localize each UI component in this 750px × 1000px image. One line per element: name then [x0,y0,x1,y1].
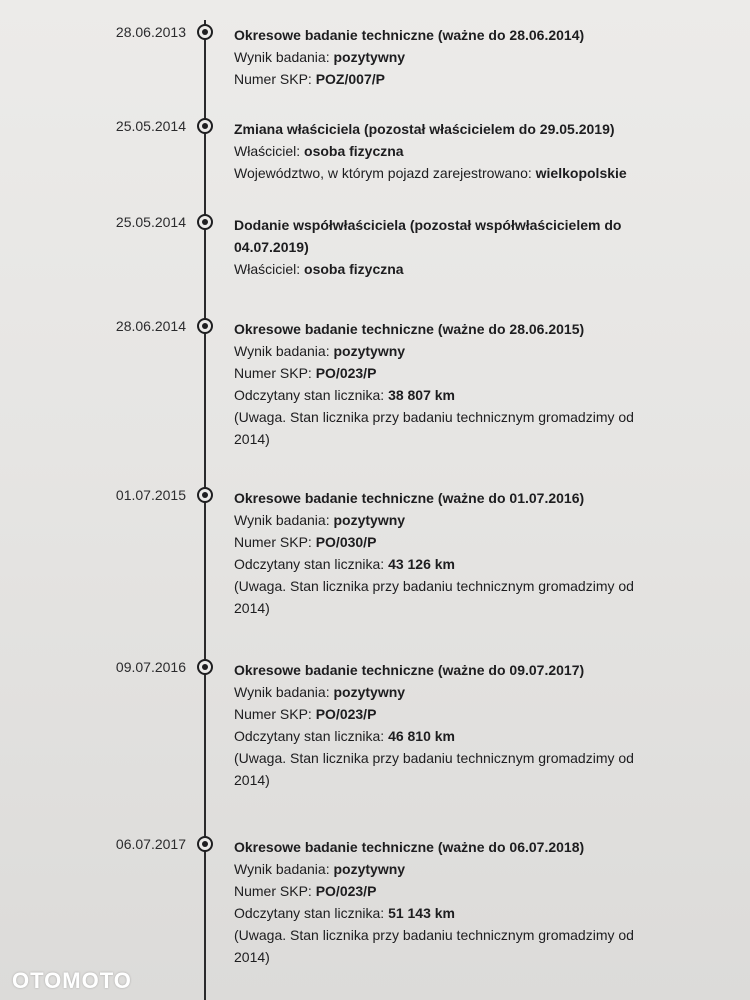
timeline-marker-icon [197,836,213,852]
entry-line [234,681,664,703]
entry-line [234,880,664,902]
timeline-line [204,20,206,1000]
entry-content [234,214,644,280]
entry-date: 25.05.2014 [115,214,186,230]
entry-line-label: Odczytany stan licznika: [234,728,389,744]
entry-line-value: POZ/007/P [315,71,385,87]
timeline-marker-icon [197,318,213,334]
entry-line-value: 43 126 km [388,556,456,572]
entry-line-label: Numer SKP: [234,365,316,381]
timeline-marker-icon [197,24,213,40]
entry-line-value: osoba fizyczna [304,143,404,159]
entry-line-value: wielkopolskie [535,165,627,181]
entry-title: Dodanie współwłaściciela (pozostał współwłaścicielem do 04.07.2019) [234,217,622,255]
entry-line-label: Numer SKP: [234,71,316,87]
entry-date: 25.05.2014 [115,118,186,134]
entry-line [234,902,664,924]
entry-line [234,362,664,384]
entry-line [234,531,664,553]
entry-date: 28.06.2014 [115,318,186,334]
entry-line-label: Właściciel: [234,261,305,277]
entry-line-label: Właściciel: [234,143,305,159]
entry-note: (Uwaga. Stan licznika przy badaniu technicznym gromadzimy od 2014) [234,578,634,616]
entry-line-value: PO/023/P [315,365,377,381]
entry-line-value: pozytywny [333,861,406,877]
entry-content [234,487,664,619]
entry-content [234,318,664,450]
entry-title: Okresowe badanie techniczne (ważne do 01.07.2016) [234,490,585,506]
entry-content [234,24,664,90]
entry-line [234,384,664,406]
entry-title: Zmiana właściciela (pozostał właścicielem do 29.05.2019) [234,121,615,137]
entry-line-label: Wynik badania: [234,49,334,65]
entry-title: Okresowe badanie techniczne (ważne do 09.07.2017) [234,662,585,678]
otomoto-watermark: OTOMOTO [12,968,132,993]
entry-line-label: Wynik badania: [234,861,334,877]
entry-line-label: Numer SKP: [234,534,316,550]
entry-line-value: 46 810 km [388,728,456,744]
timeline-marker-icon [197,487,213,503]
entry-line-label: Wynik badania: [234,343,334,359]
entry-line-value: 38 807 km [388,387,456,403]
timeline-marker-icon [197,659,213,675]
entry-line-label: Odczytany stan licznika: [234,387,389,403]
entry-line [234,703,664,725]
entry-note: (Uwaga. Stan licznika przy badaniu technicznym gromadzimy od 2014) [234,409,634,447]
entry-title: Okresowe badanie techniczne (ważne do 06.07.2018) [234,839,585,855]
entry-line-label: Województwo, w którym pojazd zarejestrowano: [234,165,536,181]
entry-content [234,118,704,184]
entry-note: (Uwaga. Stan licznika przy badaniu technicznym gromadzimy od 2014) [234,927,634,965]
entry-date: 09.07.2016 [115,659,186,675]
entry-line-label: Numer SKP: [234,706,316,722]
entry-date: 06.07.2017 [115,836,186,852]
entry-title: Okresowe badanie techniczne (ważne do 28.06.2014) [234,27,585,43]
entry-line-value: pozytywny [333,343,406,359]
entry-line-value: 51 143 km [388,905,456,921]
entry-line-label: Numer SKP: [234,883,316,899]
entry-line-label: Wynik badania: [234,512,334,528]
entry-line-value: pozytywny [333,512,406,528]
entry-line-label: Odczytany stan licznika: [234,905,389,921]
entry-line [234,725,664,747]
entry-title: Okresowe badanie techniczne (ważne do 28.06.2015) [234,321,585,337]
entry-line [234,858,664,880]
entry-line [234,162,704,184]
entry-line-value: pozytywny [333,684,406,700]
entry-line-value: PO/030/P [315,534,377,550]
entry-line [234,258,644,280]
entry-content [234,659,664,791]
entry-line [234,340,664,362]
entry-line-label: Wynik badania: [234,684,334,700]
entry-line [234,509,664,531]
entry-line-label: Odczytany stan licznika: [234,556,389,572]
entry-line-value: osoba fizyczna [304,261,404,277]
entry-date: 01.07.2015 [115,487,186,503]
entry-line [234,140,704,162]
entry-line-value: pozytywny [333,49,406,65]
entry-note: (Uwaga. Stan licznika przy badaniu technicznym gromadzimy od 2014) [234,750,634,788]
timeline-marker-icon [197,214,213,230]
entry-line [234,68,664,90]
entry-line [234,46,664,68]
entry-line [234,553,664,575]
timeline-marker-icon [197,118,213,134]
entry-line-value: PO/023/P [315,706,377,722]
entry-date: 28.06.2013 [115,24,186,40]
entry-line-value: PO/023/P [315,883,377,899]
entry-content [234,836,664,968]
